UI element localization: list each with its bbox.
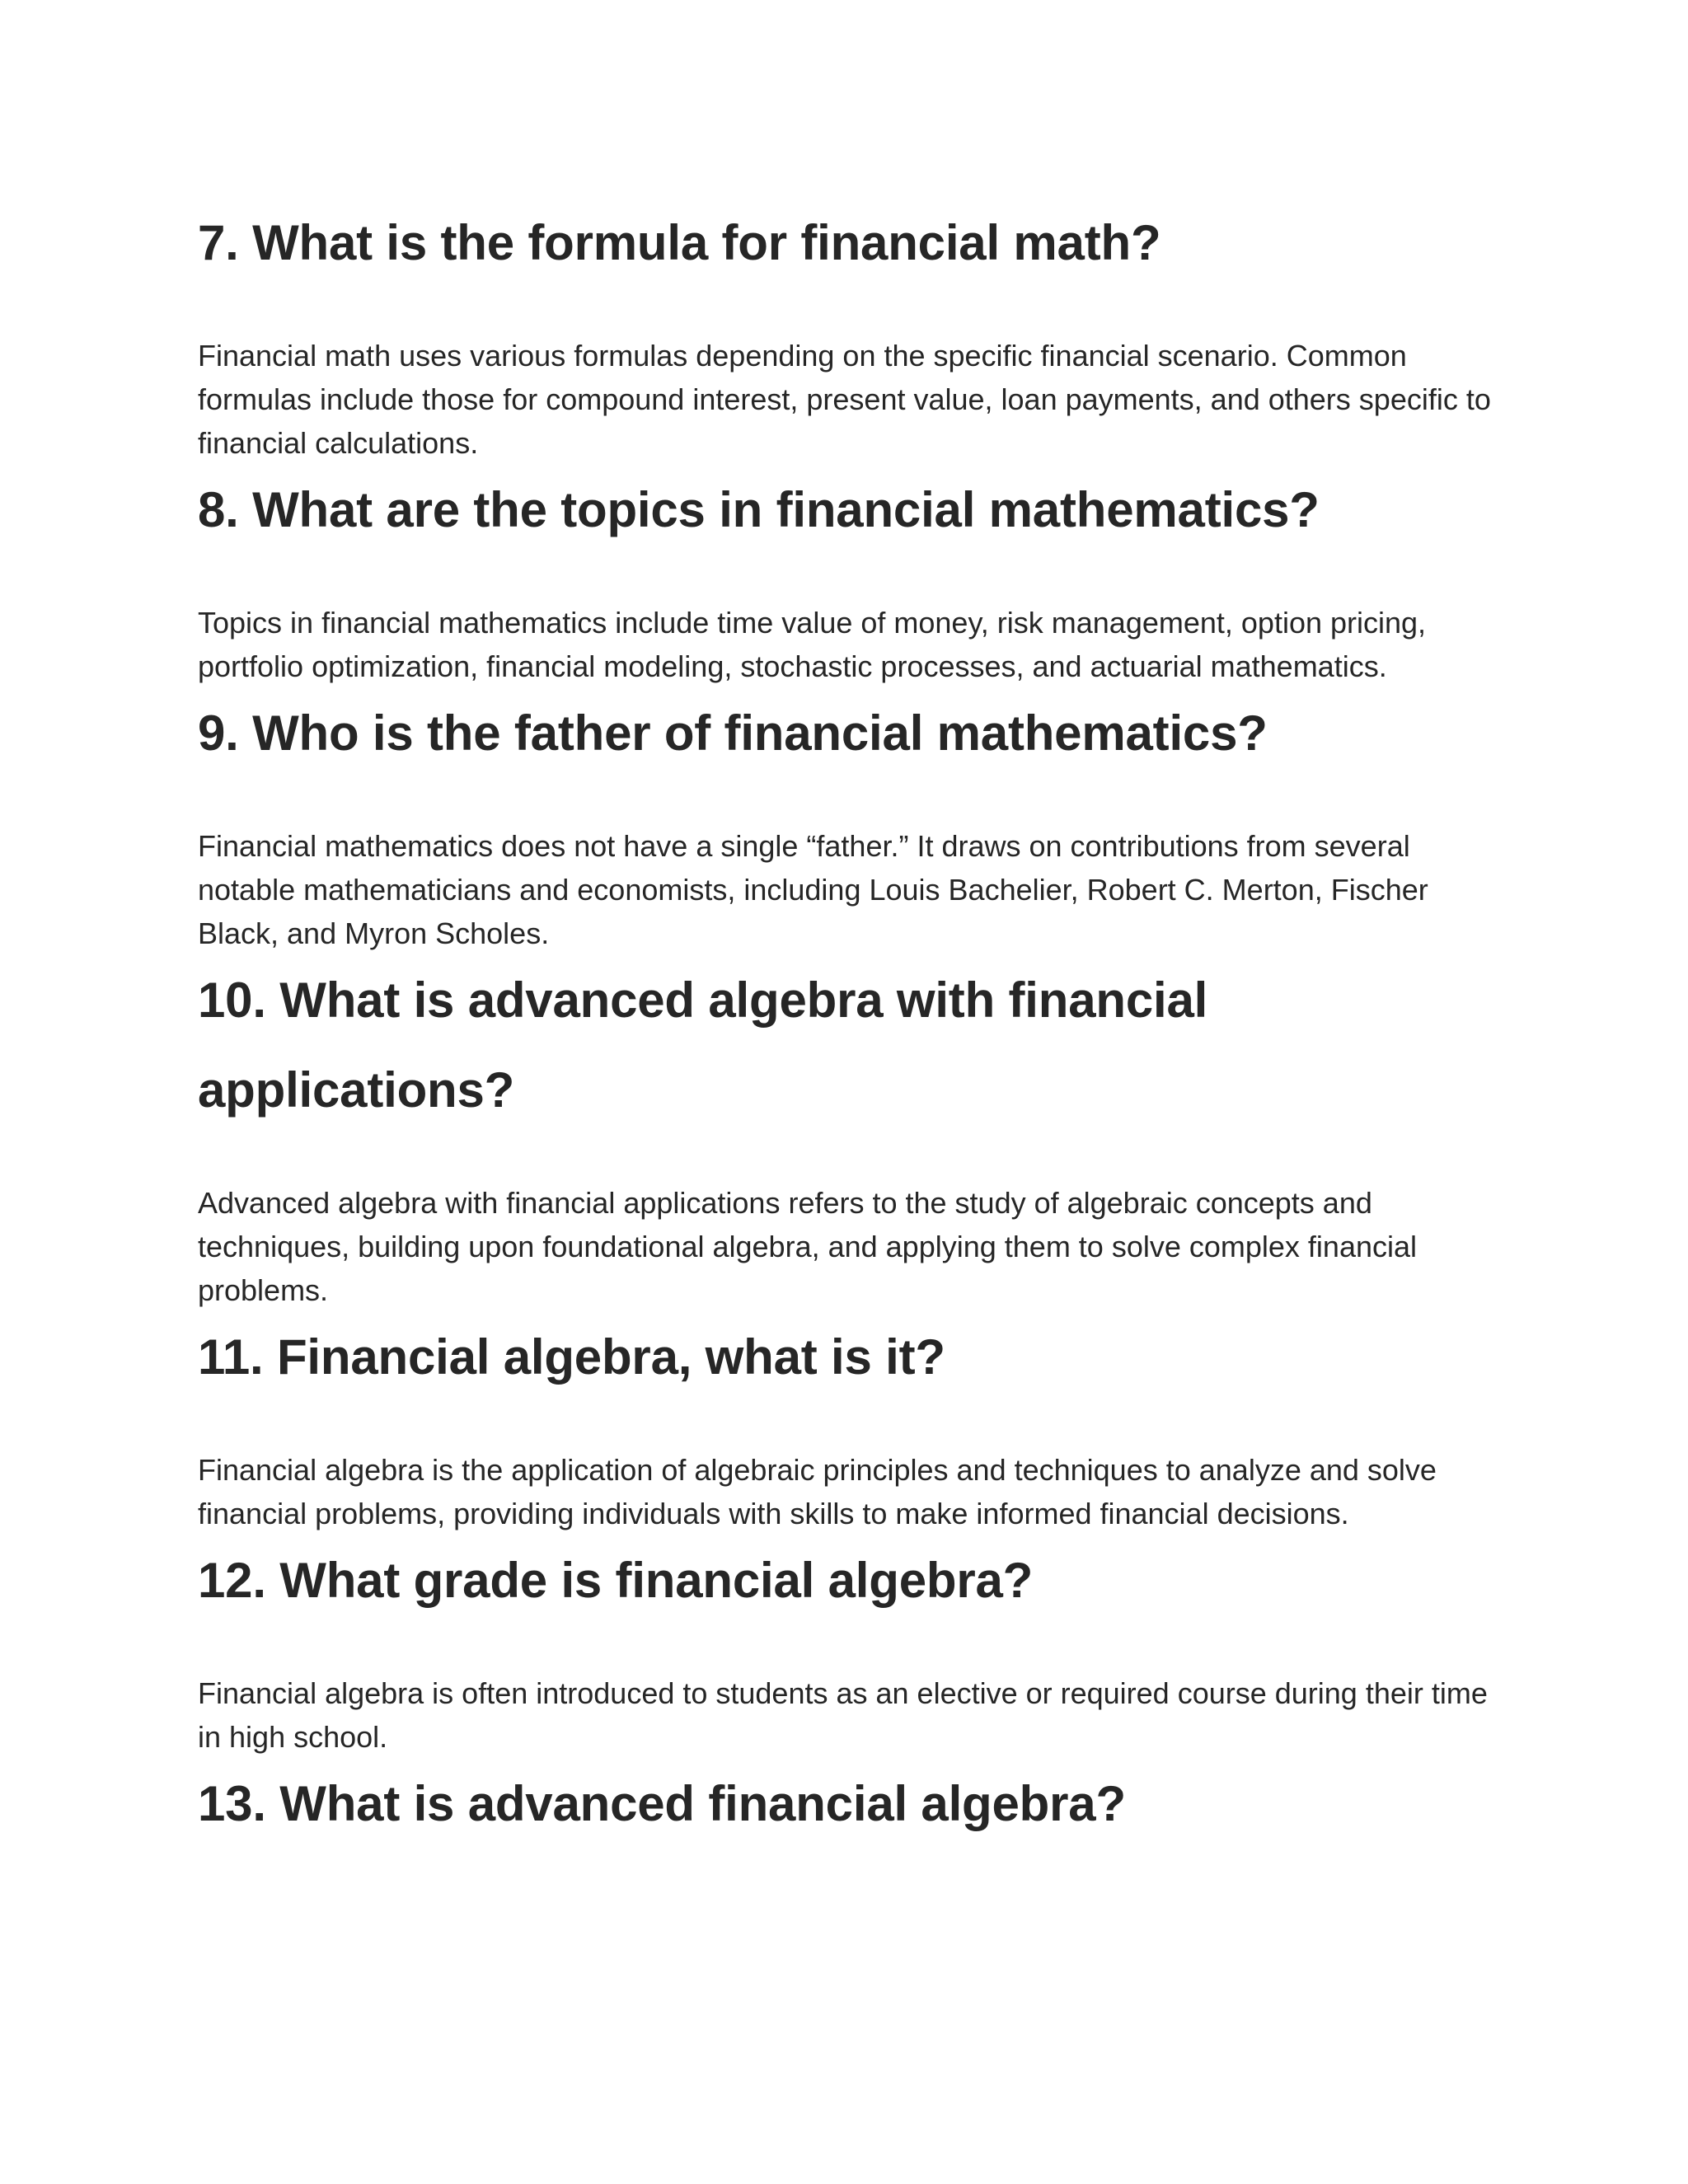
faq-item-8 (198, 465, 1500, 688)
faq-question-10: 10. What is advanced algebra with financial applications? (198, 972, 1208, 1118)
faq-item-12 (198, 1535, 1500, 1759)
faq-answer-8: Topics in financial mathematics include time value of money, risk management, option pricing, portfolio optimization, financial modeling, stochastic processes, and actuarial mathematics. (198, 606, 1427, 683)
faq-answer-11: Financial algebra is the application of algebraic principles and techniques to analyze and solve financial problems, providing individuals with skills to make informed financial decisions. (198, 1453, 1437, 1530)
faq-item-11 (198, 1312, 1500, 1535)
faq-list (198, 198, 1500, 1895)
faq-question-12: 12. What grade is financial algebra? (198, 1553, 1034, 1608)
faq-item-9 (198, 688, 1500, 955)
faq-item-7 (198, 198, 1500, 465)
faq-question-13: 13. What is advanced financial algebra? (198, 1776, 1126, 1831)
faq-question-8: 8. What are the topics in financial mathematics? (198, 482, 1320, 537)
faq-answer-12: Financial algebra is often introduced to students as an elective or required course during their time in high school. (198, 1676, 1488, 1754)
faq-question-7: 7. What is the formula for financial math? (198, 215, 1161, 270)
faq-answer-10: Advanced algebra with financial applications refers to the study of algebraic concepts and techniques, building upon foundational algebra, and applying them to solve complex financial problems. (198, 1186, 1418, 1307)
faq-item-10 (198, 955, 1500, 1312)
faq-question-9: 9. Who is the father of financial mathematics? (198, 705, 1268, 761)
faq-answer-7: Financial math uses various formulas depending on the specific financial scenario. Common formulas include those for compound interest, present value, loan payments, and others specific to financial calculations. (198, 339, 1491, 460)
faq-answer-9: Financial mathematics does not have a single “father.” It draws on contributions from several notable mathematicians and economists, including Louis Bachelier, Robert C. Merton, Fischer Black, and Myron Scholes. (198, 829, 1428, 950)
faq-item-13 (198, 1759, 1500, 1849)
faq-question-11: 11. Financial algebra, what is it? (198, 1329, 945, 1385)
